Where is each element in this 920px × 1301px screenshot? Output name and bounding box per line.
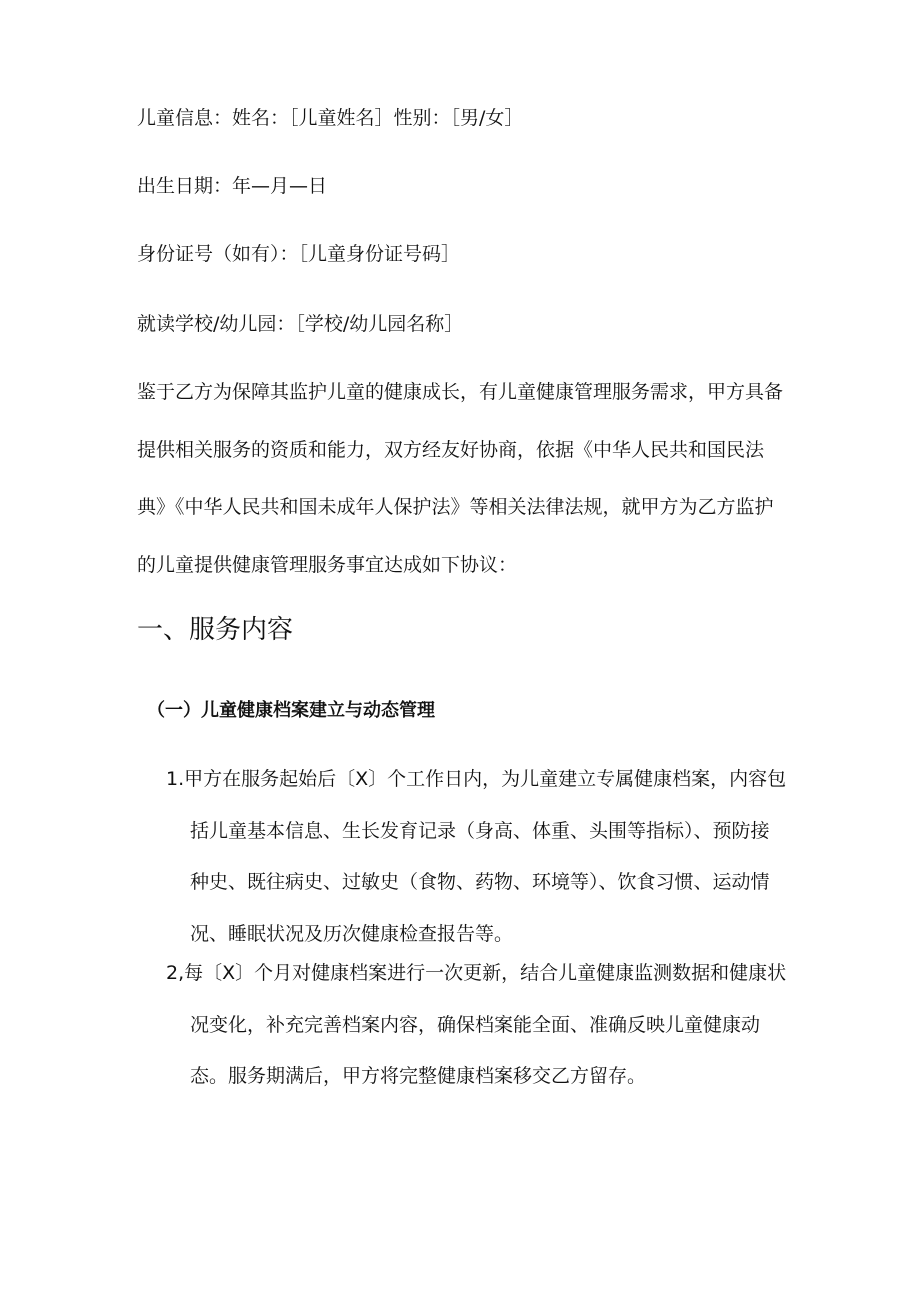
list-item-1 <box>166 766 786 947</box>
item-line: 态。服务期满后，甲方将完整健康档案移交乙方留存。 <box>190 1065 647 1088</box>
item-line: 括儿童基本信息、生长发育记录（身高、体重、头围等指标）、预防接 <box>190 819 770 842</box>
preamble-line: 鉴于乙方为保障其监护儿童的健康成长，有儿童健康管理服务需求，甲方具备 <box>137 381 784 403</box>
list-item-2 <box>166 960 786 1089</box>
preamble-line: 提供相关服务的资质和能力，双方经友好协商，依据《中华人民共和国民法 <box>137 438 765 461</box>
child-info-school: 就读学校/幼儿园：［学校/幼儿园名称］ <box>137 313 464 335</box>
preamble-line: 典》《中华人民共和国未成年人保护法》等相关法律法规，就甲方为乙方监护 <box>137 496 774 519</box>
subsection-heading-health-records: （一）儿童健康档案建立与动态管理 <box>147 700 435 721</box>
item-line: 况、睡眠状况及历次健康检查报告等。 <box>190 922 514 945</box>
item-line: 况变化，补充完善档案内容，确保档案能全面、准确反映儿童健康动 <box>190 1013 761 1036</box>
child-info-birthdate: 出生日期：年—月—日 <box>137 175 328 197</box>
item-line: 1.甲方在服务起始后〔X〕个工作日内，为儿童建立专属健康档案，内容包 <box>166 768 787 790</box>
preamble-line: 的儿童提供健康管理服务事宜达成如下协议： <box>137 554 518 577</box>
preamble-paragraph <box>137 379 784 578</box>
item-line: 2,每〔X〕个月对健康档案进行一次更新，结合儿童健康监测数据和健康状 <box>166 962 787 984</box>
child-info-id-number: 身份证号（如有）：［儿童身份证号码］ <box>137 243 461 265</box>
child-info-name-gender: 儿童信息：姓名：［儿童姓名］性别：［男/女］ <box>137 107 524 129</box>
item-line: 种史、既往病史、过敏史（食物、药物、环境等）、饮食习惯、运动情 <box>190 871 770 894</box>
section-heading-service-content: 一、服务内容 <box>137 615 294 645</box>
